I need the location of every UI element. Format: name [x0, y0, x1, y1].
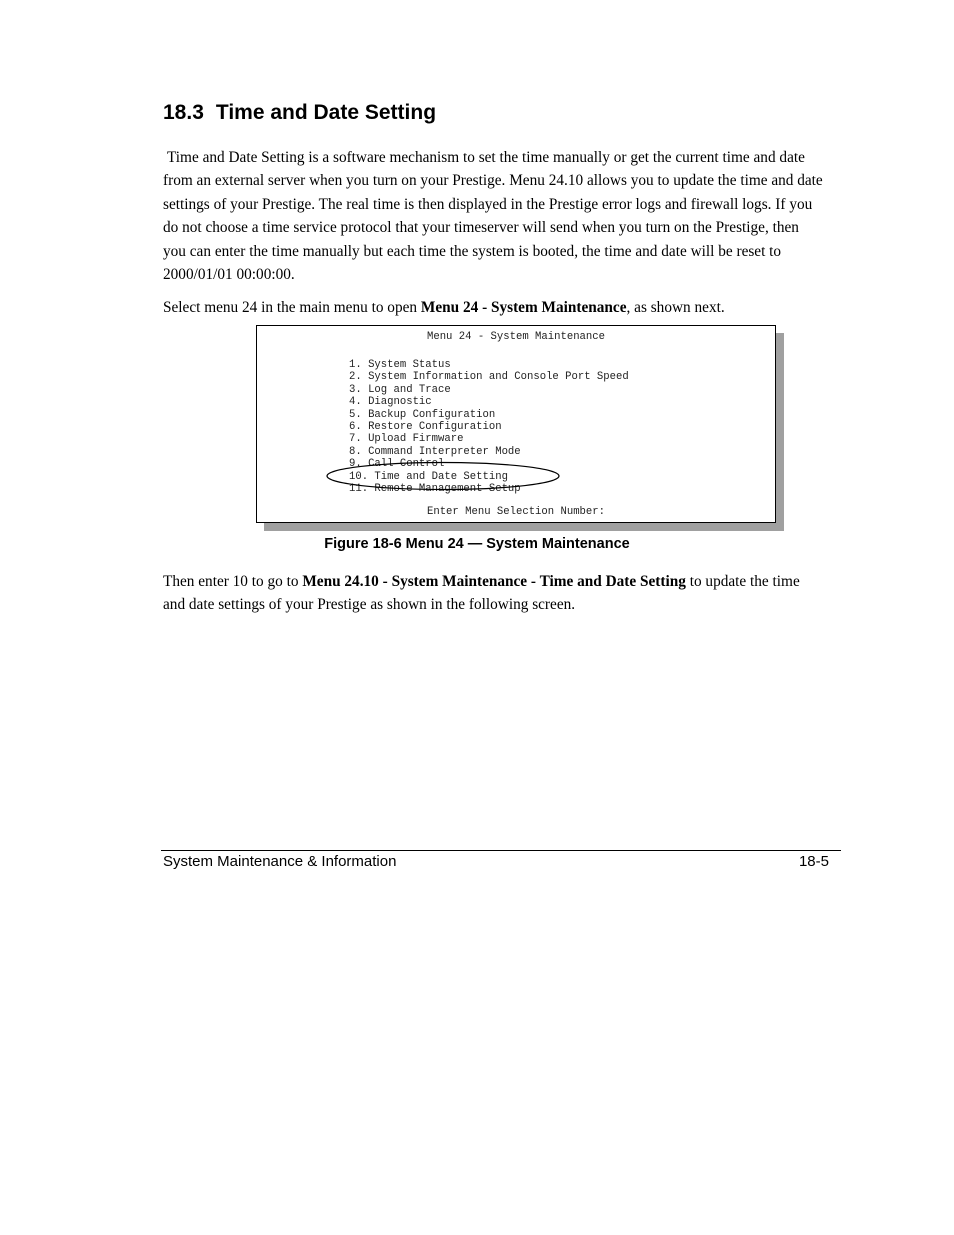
- menu-item-log-and-trace: 3. Log and Trace: [349, 383, 451, 396]
- footer-divider: [161, 850, 841, 851]
- select-text-after: , as shown next.: [626, 299, 725, 316]
- next-step-text-after: to update the time: [685, 573, 800, 590]
- next-step-text-before: Then enter 10 to go to: [163, 573, 303, 590]
- menu-item-diagnostic: 4. Diagnostic: [349, 396, 432, 409]
- menu-item-time-and-date-setting: 10. Time and Date Setting: [349, 470, 508, 483]
- terminal-title: Menu 24 - System Maintenance: [426, 331, 605, 343]
- terminal-screen: [256, 325, 776, 523]
- figure-caption: Figure 18-6 Menu 24 — System Maintenance: [324, 536, 630, 552]
- intro-line: Time and Date Setting is a software mechanism to set the time manually or get the current time and date: [167, 149, 805, 166]
- footer-page-number: 18-5: [798, 853, 829, 870]
- select-menu-name: Menu 24 - System Maintenance: [420, 299, 627, 316]
- intro-paragraph: [163, 146, 839, 286]
- terminal-menu-list: [349, 359, 629, 495]
- intro-line: do not choose a time service protocol that your timeserver will send when you turn on the Prestige, then: [163, 219, 799, 237]
- menu-item-system-status: 1. System Status: [349, 359, 451, 371]
- next-step-paragraph: [163, 570, 839, 617]
- intro-line: settings of your Prestige. The real time is then displayed in the Prestige error logs and firewall logs. If you: [163, 195, 813, 213]
- next-step-line: and date settings of your Prestige as shown in the following screen.: [163, 596, 576, 614]
- intro-line: 2000/01/01 00:00:00.: [163, 266, 295, 284]
- menu-item-backup-configuration: 5. Backup Configuration: [349, 408, 496, 421]
- intro-line: you can enter the time manually but each time the system is booted, the time and date will be reset to: [163, 242, 782, 260]
- menu-item-restore-configuration: 6. Restore Configuration: [349, 420, 502, 433]
- section-title: Time and Date Setting: [215, 101, 437, 124]
- menu-item-system-information: 2. System Information and Console Port Speed: [349, 371, 629, 384]
- menu-item-upload-firmware: 7. Upload Firmware: [349, 433, 464, 446]
- intro-line: from an external server when you turn on your Prestige. Menu 24.10 allows you to update the time and date: [163, 172, 823, 190]
- menu-item-command-interpreter-mode: 8. Command Interpreter Mode: [349, 445, 521, 458]
- section-heading: [163, 99, 436, 127]
- select-text-before: Select menu 24 in the main menu to open: [163, 299, 421, 316]
- select-menu-paragraph: [163, 296, 839, 319]
- footer-chapter-title: System Maintenance & Information: [163, 853, 397, 870]
- next-step-line: [163, 570, 839, 593]
- menu-item-call-control: 9. Call Control: [349, 458, 445, 471]
- section-number: 18.3: [163, 101, 204, 124]
- next-step-menu-name: Menu 24.10 - System Maintenance - Time and Date Setting: [302, 573, 686, 590]
- terminal-prompt: Enter Menu Selection Number:: [426, 506, 605, 518]
- menu-item-remote-management-setup: 11. Remote Management Setup: [349, 482, 521, 495]
